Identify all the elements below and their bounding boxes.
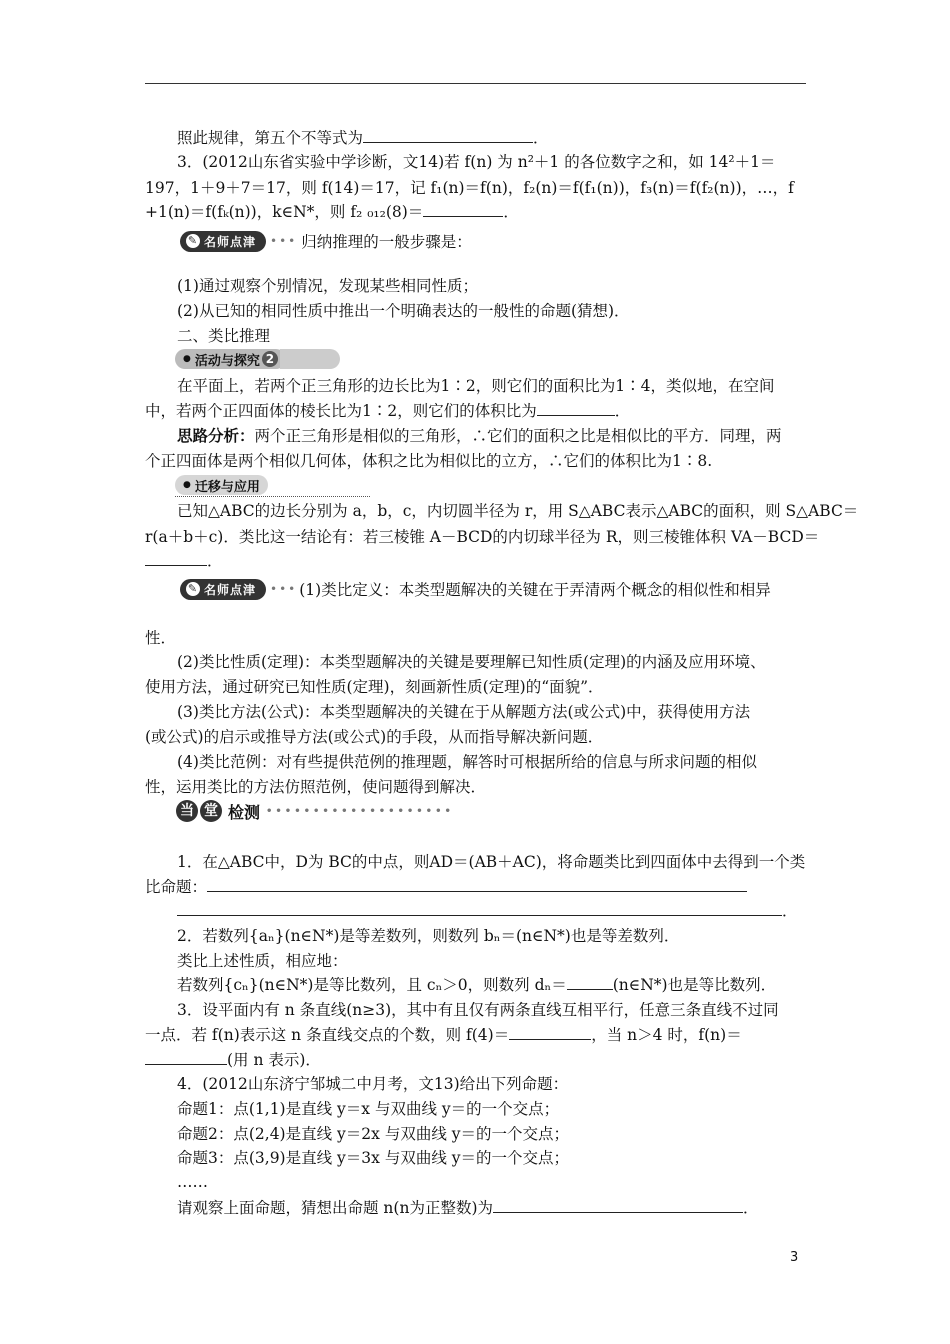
question-3: 3．设平面内有 n 条直线(n≥3)，其中有且仅有两条直线互相平行，任意三条直线不过同: [177, 1001, 779, 1019]
badge-icon: ✎: [187, 582, 199, 595]
dangtang-char: 堂: [200, 800, 222, 822]
answer-blank: [363, 128, 533, 143]
text-line: 已知△ABC的边长分别为 a，b，c，内切圆半径为 r，用 S△ABC表示△ABC的面积，则 S△ABC＝: [177, 502, 859, 520]
answer-blank: [567, 975, 613, 990]
huodong-label: ● 活动与探究 2: [175, 349, 286, 369]
mingshi-label: ✎ 名师点津: [180, 579, 266, 600]
text-line: 照此规律，第五个不等式为 ．: [177, 129, 549, 147]
dangtang-banner: [176, 800, 454, 822]
text-line: 中，若两个正四面体的棱长比为1∶2，则它们的体积比为 ．: [145, 402, 631, 420]
text-line: 197，1＋9＋7＝17，则 f(14)＝17，记 f₁(n)＝f(n)，f₂(n)＝f(f₁(n))，f₃(n)＝f(f₂(n))，…，f: [145, 179, 794, 197]
section-heading: 二、类比推理: [177, 327, 271, 345]
question-2: 类比上述性质，相应地：: [177, 952, 348, 970]
text-line: (2)从已知的相同性质中推出一个明确表达的一般性的命题(猜想)．: [177, 302, 630, 320]
answer-blank: [423, 202, 503, 217]
answer-blank: [145, 1050, 227, 1065]
banner-text: 归纳推理的一般步骤是：: [301, 233, 472, 251]
question-4: 命题3：点(3,9)是直线 y＝3x 与双曲线 y＝的一个交点；: [177, 1149, 570, 1167]
answer-blank: [509, 1025, 591, 1040]
text-line: (4)类比范例：对有些提供范例的推理题，解答时可根据所给的信息与所求问题的相似: [177, 753, 757, 771]
question-3: (用 n 表示)．: [145, 1050, 321, 1070]
answer-blank: [177, 901, 782, 916]
text-line: 3．(2012山东省实验中学诊断，文14)若 f(n) 为 n²＋1 的各位数字之和，如 14²＋1＝: [177, 153, 776, 171]
qianyi-label: ● 迁移与应用: [175, 475, 268, 495]
banner-tail: [280, 349, 340, 369]
text-line: ．: [145, 551, 223, 571]
text-line: (或公式)的启示或推导方法(或公式)的手段，从而指导解决新问题．: [145, 728, 604, 746]
answer-blank: [145, 551, 207, 566]
text-line: (3)类比方法(公式)：本类型题解决的关键在于从解题方法(或公式)中，获得使用方法: [177, 703, 751, 721]
dots-decoration: •••: [270, 582, 298, 596]
answer-blank: [493, 1198, 743, 1213]
page-number: 3: [790, 1250, 799, 1265]
question-1: 比命题：: [145, 877, 747, 897]
question-3: 一点．若 f(n)表示这 n 条直线交点的个数，则 f(4)＝ ，当 n＞4 时，f(n)＝: [145, 1026, 742, 1044]
answer-blank: [537, 401, 615, 416]
text-line: (1)通过观察个别情况，发现某些相同性质；: [177, 277, 478, 295]
text-line: 性．: [145, 629, 177, 647]
text-line: 思路分析：两个正三角形是相似的三角形，∴它们的面积之比是相似比的平方．同理，两: [177, 426, 782, 445]
text-line: r(a＋b＋c)．类比这一结论有：若三棱锥 A－BCD的内切球半径为 R，则三棱锥体积 VA－BCD＝: [145, 528, 820, 546]
badge-icon: ✎: [187, 234, 199, 247]
question-1: 1．在△ABC中，D为 BC的中点，则AD＝(AB＋AC)，将命题类比到四面体中去得到一个类: [177, 853, 806, 871]
answer-blank: [207, 877, 747, 892]
text-line: 个正四面体是两个相似几何体，体积之比为相似比的立方，∴它们的体积比为1∶8.: [145, 452, 713, 470]
question-4: ……: [177, 1173, 208, 1191]
text-line: 在平面上，若两个正三角形的边长比为1∶2，则它们的面积比为1∶4，类似地，在空间: [177, 377, 775, 395]
mingshi-banner: [180, 230, 472, 252]
question-2: 2．若数列{aₙ}(n∈N*)是等差数列，则数列 bₙ＝(n∈N*)也是等差数列．: [177, 927, 680, 945]
text-line: +1(n)＝f(fₖ(n))，k∈N*，则 f₂ ₀₁₂(8)＝ ．: [145, 203, 519, 221]
question-4: 命题2：点(2,4)是直线 y＝2x 与双曲线 y＝的一个交点；: [177, 1125, 570, 1143]
dots-decoration: ••••••••••••••••••••: [266, 805, 454, 817]
text-line: (2)类比性质(定理)：本类型题解决的关键是要理解已知性质(定理)的内涵及应用环境、: [177, 653, 766, 671]
dangtang-char: 当: [176, 800, 198, 822]
question-2: 若数列{cₙ}(n∈N*)是等比数列，且 cₙ＞0，则数列 dₙ＝ (n∈N*)也是等比数列．: [177, 976, 777, 994]
mingshi-banner-2: [180, 578, 771, 600]
question-1: ．: [177, 901, 798, 921]
text-line: 性，运用类比的方法仿照范例，使问题得到解决．: [145, 778, 487, 796]
text-line: 使用方法，通过研究已知性质(定理)，刻画新性质(定理)的“面貌”．: [145, 678, 604, 696]
banner-text: (1)类比定义：本类型题解决的关键在于弄清两个概念的相似性和相异: [299, 581, 771, 599]
question-4: 请观察上面命题，猜想出命题 n(n为正整数)为 ．: [177, 1199, 759, 1217]
huodong-banner: [175, 348, 340, 370]
dots-decoration: •••: [270, 234, 298, 248]
question-4: 4．(2012山东济宁邹城二中月考，文13)给出下列命题：: [177, 1075, 569, 1093]
question-4: 命题1：点(1,1)是直线 y＝x 与双曲线 y＝的一个交点；: [177, 1100, 560, 1118]
mingshi-label: ✎ 名师点津: [180, 231, 266, 252]
header-rule: [145, 83, 806, 84]
qianyi-banner: [175, 474, 370, 497]
dangtang-title: 检测: [228, 802, 261, 822]
